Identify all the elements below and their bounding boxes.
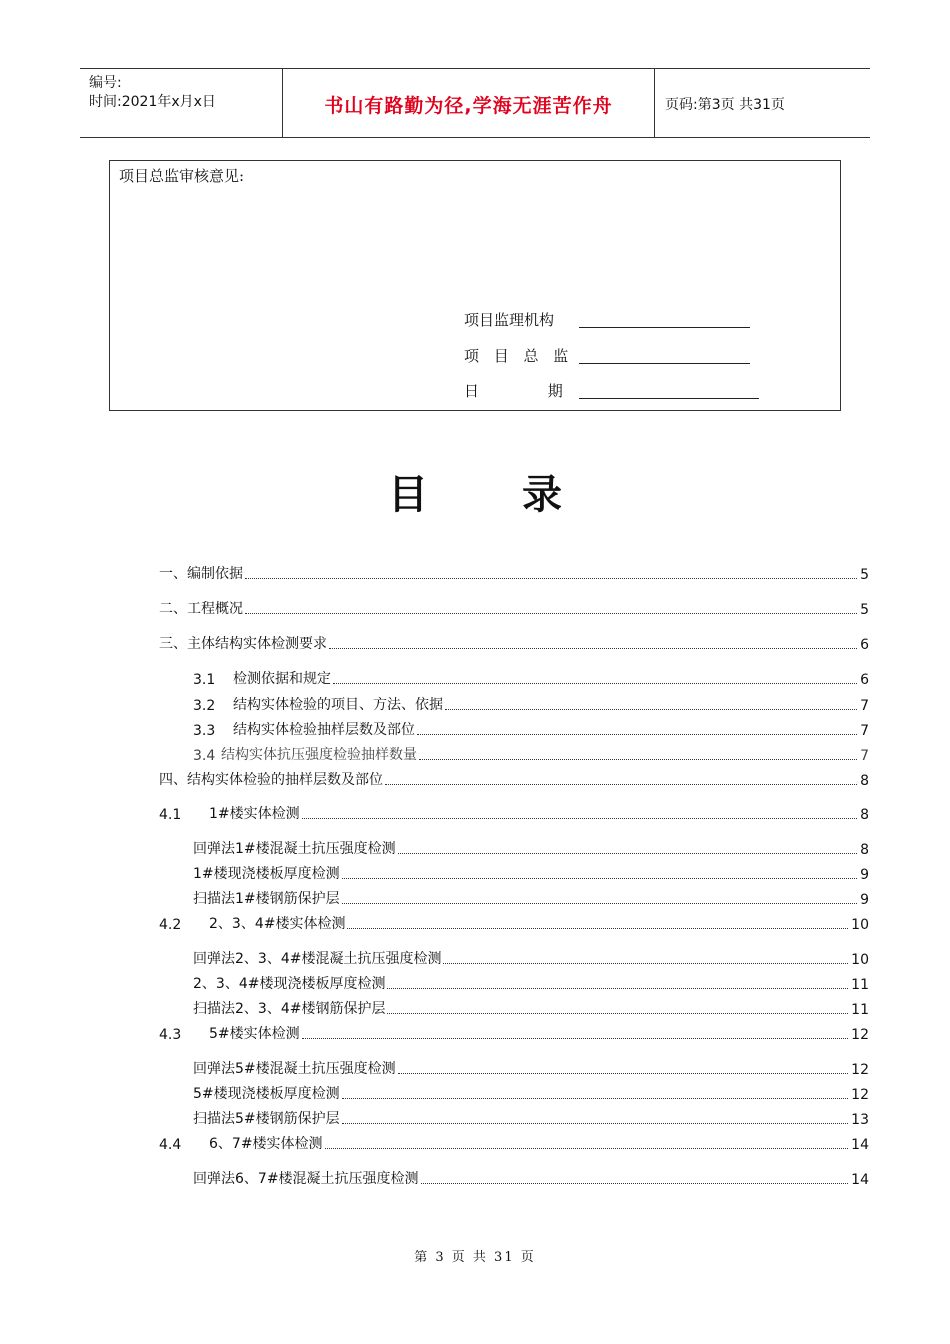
toc-entry[interactable] [193, 744, 869, 764]
toc-leader-dots [387, 1013, 848, 1014]
toc-entry-page: 11 [851, 977, 869, 993]
toc-entry[interactable] [159, 769, 869, 789]
toc-entry[interactable] [159, 563, 869, 583]
review-label: 项目总监审核意见: [119, 167, 245, 185]
toc-entry[interactable] [159, 803, 869, 823]
toc-entry[interactable] [193, 719, 869, 739]
date-signature [464, 380, 563, 401]
toc-entry-text: 扫描法5#楼钢筋保护层 [193, 1111, 340, 1127]
page-header [80, 68, 870, 138]
header-page-label: 页码:第3页 共31页 [665, 97, 785, 113]
header-motto: 书山有路勤为径,学海无涯苦作舟 [324, 95, 613, 117]
toc-entry-page: 8 [860, 773, 869, 789]
toc-entry[interactable] [159, 913, 869, 933]
signature-line [579, 327, 750, 328]
toc-entry-text: 结构实体检验的项目、方法、依据 [233, 697, 443, 713]
toc-entry[interactable] [159, 598, 869, 618]
toc-entry-text: 三、主体结构实体检测要求 [159, 636, 327, 652]
director-label: 项 目 总 监 [464, 347, 569, 365]
toc-entry-number: 3.1 [193, 672, 216, 688]
toc-entry[interactable] [193, 1168, 869, 1188]
toc-leader-dots [342, 1098, 849, 1099]
toc-entry-number: 4.2 [159, 917, 182, 933]
toc-leader-dots [245, 578, 857, 579]
toc-entry-text: 扫描法1#楼钢筋保护层 [193, 891, 340, 907]
toc-entry[interactable] [193, 1083, 869, 1103]
page-footer: 第 3 页 共 31 页 [414, 1250, 536, 1265]
date-label: 日 期 [464, 382, 563, 400]
toc-leader-dots [443, 963, 848, 964]
document-time-label: 时间:2021年x月x日 [89, 94, 216, 110]
toc-entry[interactable] [159, 1023, 869, 1043]
toc-leader-dots [385, 784, 857, 785]
toc-entry-page: 14 [851, 1172, 869, 1188]
toc-leader-dots [302, 1038, 849, 1039]
toc-leader-dots [342, 903, 857, 904]
toc-leader-dots [342, 878, 857, 879]
toc-title: 目 录 [388, 471, 602, 518]
toc-entry-text: 结构实体检验抽样层数及部位 [233, 722, 415, 738]
toc-leader-dots [398, 1073, 849, 1074]
toc-entry-text: 5#楼现浇楼板厚度检测 [193, 1086, 340, 1102]
toc-entry-text: 回弹法6、7#楼混凝土抗压强度检测 [193, 1171, 419, 1187]
toc-entry-page: 7 [860, 698, 869, 714]
toc-entry[interactable] [193, 888, 869, 908]
toc-entry-page: 6 [860, 672, 869, 688]
header-center-cell [283, 69, 655, 137]
toc-entry-text: 结构实体抗压强度检验抽样数量 [221, 747, 417, 763]
toc-leader-dots [347, 928, 848, 929]
signature-line [579, 363, 750, 364]
toc-entry[interactable] [193, 863, 869, 883]
toc-leader-dots [329, 648, 857, 649]
toc-entry-text: 四、结构实体检验的抽样层数及部位 [159, 772, 383, 788]
toc-entry-text: 回弹法2、3、4#楼混凝土抗压强度检测 [193, 951, 442, 967]
toc-leader-dots [419, 759, 857, 760]
toc-entry-text: 5#楼实体检测 [209, 1026, 300, 1042]
toc-entry-number: 3.2 [193, 698, 216, 714]
toc-entry[interactable] [159, 633, 869, 653]
toc-entry-page: 5 [860, 602, 869, 618]
toc-entry[interactable] [193, 838, 869, 858]
toc-entry-text: 6、7#楼实体检测 [209, 1136, 323, 1152]
toc-entry-page: 5 [860, 567, 869, 583]
toc-entry-page: 13 [851, 1112, 869, 1128]
toc-leader-dots [387, 988, 848, 989]
toc-entry-page: 6 [860, 637, 869, 653]
toc-entry-page: 7 [860, 723, 869, 739]
toc-entry[interactable] [193, 694, 869, 714]
toc-entry[interactable] [193, 1058, 869, 1078]
header-left-cell [80, 69, 283, 137]
signature-line [579, 398, 759, 399]
toc-entry-text: 二、工程概况 [159, 601, 243, 617]
toc-entry-text: 扫描法2、3、4#楼钢筋保护层 [193, 1001, 386, 1017]
toc-entry-text: 回弹法5#楼混凝土抗压强度检测 [193, 1061, 396, 1077]
toc-entry-page: 12 [851, 1087, 869, 1103]
toc-entry[interactable] [193, 668, 869, 688]
toc-leader-dots [245, 613, 857, 614]
toc-leader-dots [421, 1183, 849, 1184]
toc-entry-page: 7 [860, 748, 869, 764]
toc-entry-page: 8 [860, 807, 869, 823]
toc-leader-dots [398, 853, 857, 854]
toc-entry-number: 4.1 [159, 807, 182, 823]
toc-leader-dots [445, 709, 857, 710]
toc-entry-text: 检测依据和规定 [233, 671, 331, 687]
toc-entry-text: 2、3、4#楼实体检测 [209, 916, 346, 932]
director-signature [464, 345, 568, 366]
toc-entry-page: 10 [851, 952, 869, 968]
toc-entry-text: 2、3、4#楼现浇楼板厚度检测 [193, 976, 386, 992]
toc-entry-number: 4.3 [159, 1027, 182, 1043]
toc-entry[interactable] [193, 1108, 869, 1128]
toc-entry-text: 1#楼现浇楼板厚度检测 [193, 866, 340, 882]
header-right-cell [655, 69, 870, 137]
toc-entry-page: 8 [860, 842, 869, 858]
toc-entry-page: 10 [851, 917, 869, 933]
toc-entry-text: 一、编制依据 [159, 566, 243, 582]
toc-entry-text: 回弹法1#楼混凝土抗压强度检测 [193, 841, 396, 857]
toc-entry-number: 4.4 [159, 1137, 182, 1153]
toc-entry[interactable] [193, 973, 869, 993]
toc-leader-dots [302, 818, 857, 819]
toc-leader-dots [333, 683, 857, 684]
document-number-label: 编号: [89, 75, 122, 91]
toc-entry-page: 14 [851, 1137, 869, 1153]
toc-entry-page: 11 [851, 1002, 869, 1018]
toc-leader-dots [342, 1123, 849, 1124]
supervision-org-label: 项目监理机构 [464, 311, 555, 329]
toc-entry-page: 9 [860, 867, 869, 883]
toc-leader-dots [325, 1148, 849, 1149]
toc-entry-number: 3.3 [193, 723, 216, 739]
toc-entry[interactable] [159, 1133, 869, 1153]
toc-entry[interactable] [193, 998, 869, 1018]
toc-entry-page: 12 [851, 1027, 869, 1043]
toc-leader-dots [417, 734, 857, 735]
toc-entry-number: 3.4 [193, 748, 216, 764]
review-box [109, 160, 841, 411]
toc-entry[interactable] [193, 948, 869, 968]
toc-entry-page: 9 [860, 892, 869, 908]
toc-entry-text: 1#楼实体检测 [209, 806, 300, 822]
toc-entry-page: 12 [851, 1062, 869, 1078]
supervision-org-signature [464, 309, 554, 330]
